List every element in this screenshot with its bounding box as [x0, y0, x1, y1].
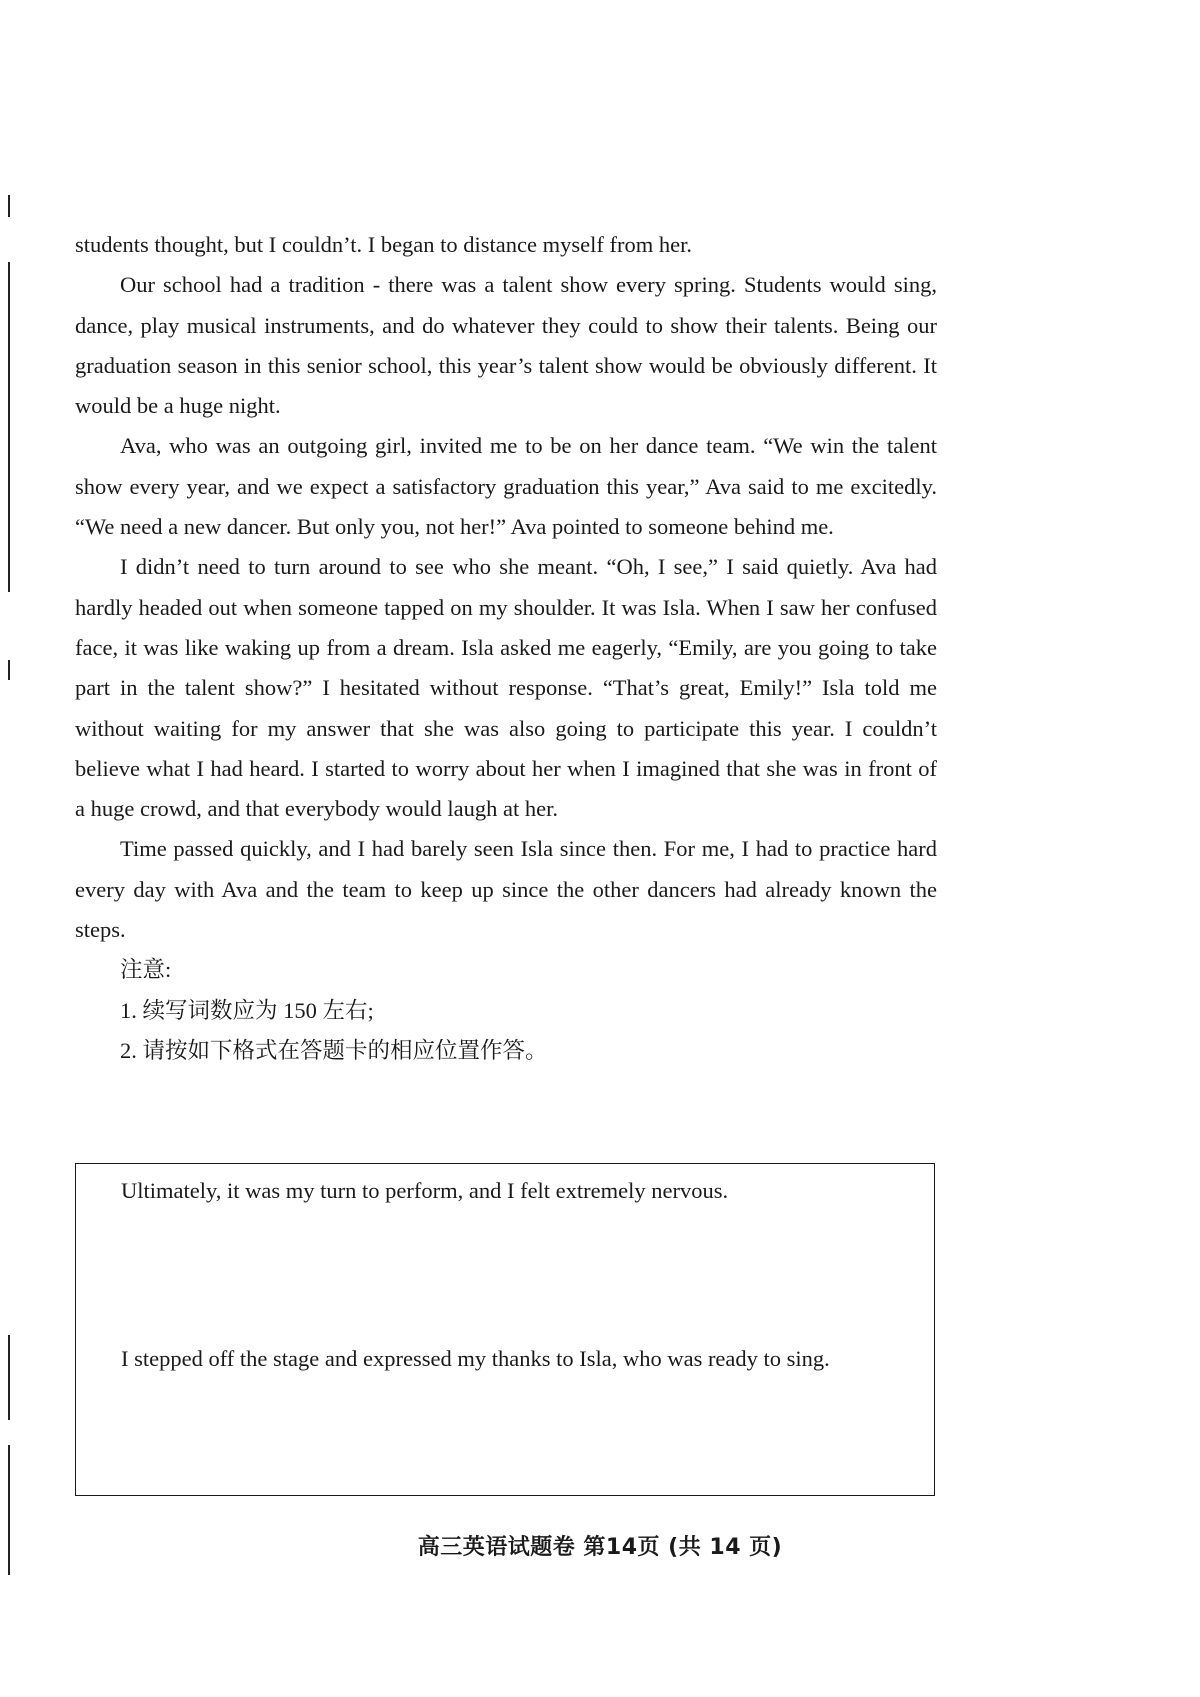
passage-paragraph: Our school had a tradition - there was a talent show every spring. Students would sing, dance, play musical instruments, and do whatever they could to show their talents. Being our graduation season in this senior school, this year’s talent show would be obviously different. It would be a huge night. [75, 272, 937, 419]
answer-second-sentence: I stepped off the stage and expressed my thanks to Isla, who was ready to sing. [121, 1346, 830, 1371]
notes-item: 2. 请按如下格式在答题卡的相应位置作答。 [120, 1037, 548, 1063]
notes-item: 1. 续写词数应为 150 左右; [120, 997, 374, 1023]
page-footer: 高三英语试题卷 第14页 (共 14 页) [417, 1535, 783, 1560]
scan-edge-mark [8, 1335, 10, 1420]
notes-heading: 注意: [120, 957, 172, 983]
notes [75, 950, 937, 1071]
passage [75, 225, 937, 1071]
passage-paragraph: Time passed quickly, and I had barely seen Isla since then. For me, I had to practice hard every day with Ava and the team to keep up since the other dancers had already known the steps. [75, 836, 937, 943]
answer-box [75, 1163, 935, 1496]
scan-edge-mark [8, 262, 10, 592]
scan-edge-mark [8, 660, 10, 680]
passage-paragraph: I didn’t need to turn around to see who she meant. “Oh, I see,” I said quietly. Ava had hardly headed out when someone tapped on my shoulder. It was Isla. When I saw her confused face, it was like waking up from a dream. Isla asked me eagerly, “Emily, are you going to take part in the talent show?” I hesitated without response. “That’s great, Emily!” Isla told me without waiting for my answer that she was also going to participate this year. I couldn’t believe what I had heard. I started to worry about her when I imagined that she was in front of a huge crowd, and that everybody would laugh at her. [75, 554, 937, 822]
scan-edge-mark [8, 195, 10, 217]
passage-paragraph: Ava, who was an outgoing girl, invited me to be on her dance team. “We win the talent show every year, and we expect a satisfactory graduation this year,” Ava said to me excitedly. “We need a new dancer. But only you, not her!” Ava pointed to someone behind me. [75, 433, 937, 540]
answer-first-sentence: Ultimately, it was my turn to perform, and I felt extremely nervous. [121, 1178, 729, 1203]
passage-paragraph: students thought, but I couldn’t. I began to distance myself from her. [75, 232, 692, 257]
